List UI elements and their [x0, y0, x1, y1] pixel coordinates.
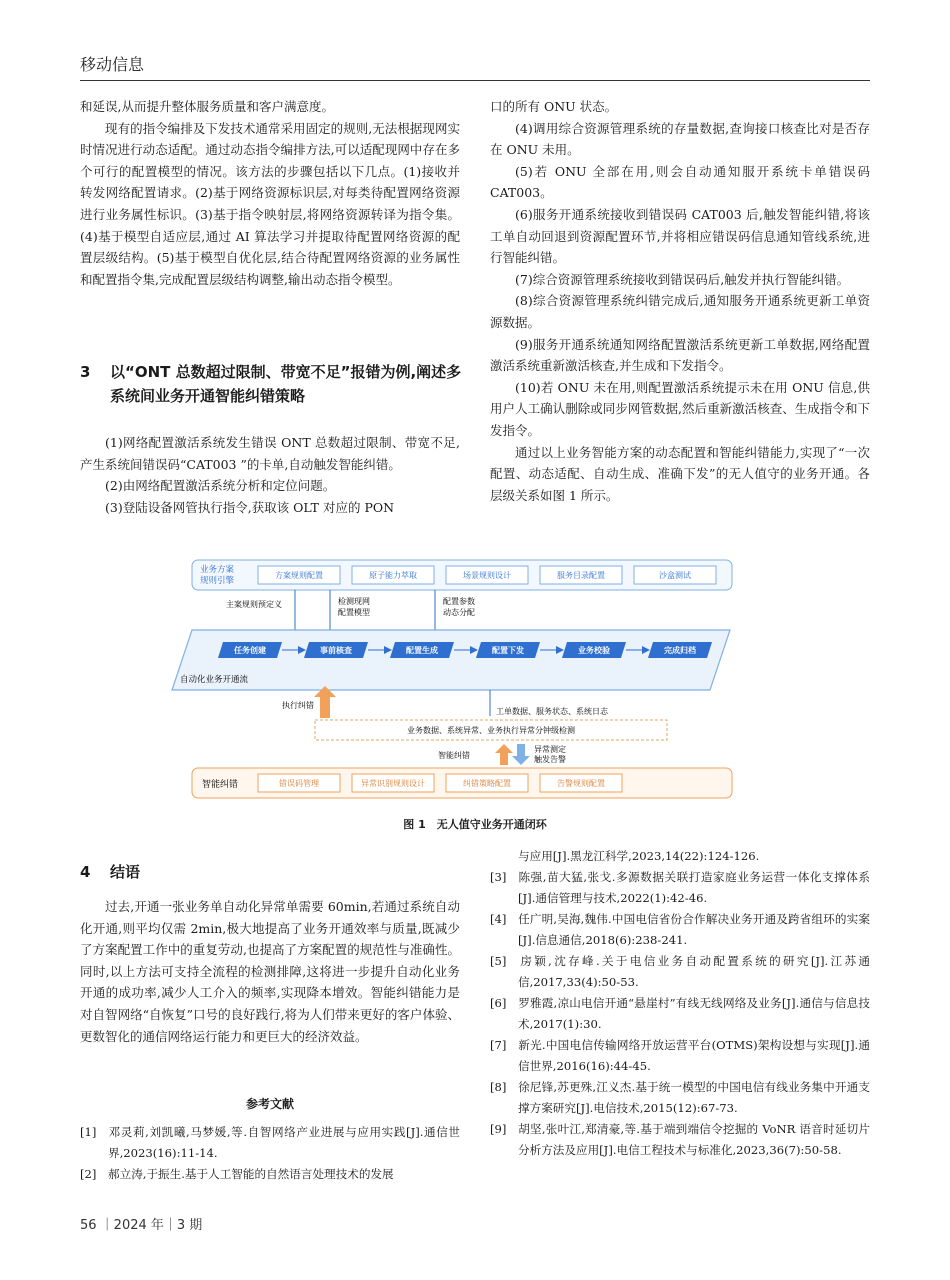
- smart-fix-panel-label: 智能纠错: [202, 780, 239, 790]
- reference-text: 房颖,沈存峰.关于电信业务自动配置系统的研究[J].江苏通信,2017,33(4):50-53.: [518, 954, 870, 989]
- section-number: 4: [80, 863, 91, 881]
- smart-fix-arrow: [495, 744, 513, 765]
- paragraph: (2)由网络配置激活系统分析和定位问题。: [105, 478, 336, 494]
- section-number: 3: [80, 363, 91, 381]
- paragraph: (10)若 ONU 未在用,则配置激活系统提示未在用 ONU 信息,供用户人工确认删除或同步网管数据,然后重新激活核查、生成指令和下发指令。: [490, 379, 870, 438]
- figure-1-diagram: [170, 558, 735, 803]
- smart-fix-box-label: 错误码管理: [279, 779, 319, 788]
- reference-item: [490, 993, 870, 1035]
- arrow-label: 动态分配: [443, 608, 475, 617]
- page-footer: 56 ｜2024 年｜3 期: [80, 1218, 203, 1233]
- paragraph: (4)调用综合资源管理系统的存量数据,查询接口核查比对是否存在 ONU 未用。: [490, 120, 870, 158]
- flow-step-label: 业务校验: [578, 646, 610, 655]
- paragraph: (7)综合资源管理系统接收到错误码后,触发并执行智能纠错。: [515, 271, 850, 287]
- exec-fix-arrow: [314, 686, 336, 718]
- reference-number: [3]: [490, 870, 507, 884]
- reference-item: [490, 1077, 870, 1119]
- reference-number: [5]: [490, 954, 507, 968]
- reference-text: 与应用[J].黑龙江科学,2023,14(22):124-126.: [518, 849, 760, 863]
- reference-number: [8]: [490, 1080, 507, 1094]
- smart-fix-box-label: 异常识别规则设计: [361, 779, 425, 788]
- conclusion: [80, 896, 460, 1047]
- reference-number: [2]: [80, 1167, 97, 1181]
- flow-step-label: 完成归档: [664, 646, 696, 655]
- paragraph: (3)登陆设备网管执行指令,获取该 OLT 对应的 PON: [105, 499, 395, 515]
- reference-text: 新光.中国电信传输网络开放运营平台(OTMS)架构设想与实现[J].通信世界,2016(16):44-45.: [518, 1038, 870, 1073]
- section-title: 结语: [110, 863, 141, 881]
- journal-name: 移动信息: [80, 55, 145, 74]
- rule-engine-box-label: 场景规则设计: [463, 571, 511, 580]
- arrow-label: 主案规则预定义: [226, 600, 282, 609]
- reference-item: [80, 1164, 460, 1185]
- flow-step-label: 配置生成: [406, 646, 438, 655]
- arrow-label: 检测现网: [338, 597, 370, 606]
- rule-engine-box-label: 服务目录配置: [557, 571, 605, 580]
- reference-text: 陈强,苗大猛,张戈.多源数据关联打造家庭业务运营一体化支撑体系[J].通信管理与技术,2022(1):42-46.: [518, 870, 870, 905]
- flow-label: 自动化业务开通流: [180, 675, 249, 685]
- reference-item: [490, 951, 870, 993]
- section-3-heading: [80, 360, 465, 408]
- paragraph: 口的所有 ONU 状态。: [490, 99, 618, 114]
- data-label: 工单数据、服务状态、系统日志: [496, 707, 608, 716]
- reference-number: [6]: [490, 996, 507, 1010]
- reference-text: 徐尼锋,苏更殊,江义杰.基于统一模型的中国电信有线业务集中开通支撑方案研究[J].电信技术,2015(12):67-73.: [518, 1080, 870, 1115]
- arrow-label: 配置模型: [338, 608, 370, 617]
- alarm-arrow: [512, 744, 530, 765]
- exec-fix-label: 执行纠错: [282, 701, 314, 710]
- references-heading: 参考文献: [245, 1097, 294, 1111]
- rule-engine-box-label: 方案规则配置: [275, 571, 323, 580]
- left-column-steps: [80, 432, 460, 518]
- section-4-heading: [80, 860, 140, 884]
- figure-caption: 图 1 无人值守业务开通闭环: [403, 818, 547, 831]
- paragraph: (8)综合资源管理系统纠错完成后,通知服务开通系统更新工单资源数据。: [490, 293, 870, 330]
- references-right: [490, 846, 870, 1161]
- rule-engine-label-b: 规则引擎: [200, 576, 235, 586]
- arrow-label: 配置参数: [443, 597, 475, 606]
- reference-item: [80, 1122, 460, 1164]
- flow-step-label: 任务创建: [234, 646, 266, 655]
- reference-text: 任广明,吴海,魏伟.中国电信省份合作解决业务开通及跨省组环的实案[J].信息通信,2018(6):238-241.: [518, 912, 870, 947]
- reference-number: [4]: [490, 912, 507, 926]
- rule-engine-box-label: 原子能力萃取: [369, 571, 417, 580]
- reference-item: [490, 846, 870, 867]
- reference-text: 邓灵莉,刘凯曦,马梦媛,等.自智网络产业进展与应用实践[J].通信世界,2023(16):11-14.: [108, 1125, 460, 1160]
- paragraph: 过去,开通一张业务单自动化异常单需要 60min,若通过系统自动化开通,则平均仅需 2min,极大地提高了业务开通效率与质量,既减少了方案配置工作中的重复劳动,也提高了方案配置的规范性与准确性。同时,以上方法可支持全流程的检测排障,这将进一步提升自动化业务开通的成功率,减少人工介入的频率,实现降本增效。智能纠错能力是对自智网络“自恢复”口号的良好践行,将为人们带来更好的客户体验、更数智化的通信网络运行能力和更巨大的经济效益。: [80, 899, 460, 1044]
- flow-panel: [172, 630, 730, 690]
- rule-engine-box-label: 沙盒测试: [659, 571, 691, 580]
- paragraph: 现有的指令编排及下发技术通常采用固定的规则,无法根据现网实时情况进行动态适配。通过动态指令编排方法,可以适配现网中存在多个可行的配置模型的情况。该方法的步骤包括以下几点。(1)接收并转发网络配置请求。(2)基于网络资源标识层,对每类待配置网络资源进行业务属性标识。(3)基于指令映射层,将网络资源转译为指令集。(4)基于模型自适应层,通过 AI 算法学习并提取待配置网络资源的配置层级结构。(5)基于模型自优化层,结合待配置网络资源的业务属性和配置指令集,完成配置层级结构调整,输出动态指令模型。: [80, 120, 460, 287]
- reference-text: 胡坚,张叶江,郑清豪,等.基于端到端信令挖掘的 VoNR 语音时延切片分析方法及应用[J].电信工程技术与标准化,2023,36(7):50-58.: [518, 1122, 870, 1157]
- alarm-label: 触发告警: [534, 755, 566, 764]
- header-rule: [80, 80, 870, 81]
- right-column-top: [490, 96, 870, 506]
- detection-label: 业务数据、系统异常、业务执行异常分钟级检测: [407, 726, 575, 735]
- section-title: 以“ONT 总数超过限制、带宽不足”报错为例,阐述多系统间业务开通智能纠错策略: [110, 363, 462, 405]
- paragraph: 和延误,从而提升整体服务质量和客户满意度。: [80, 99, 334, 114]
- reference-number: [1]: [80, 1125, 97, 1139]
- rule-engine-label-a: 业务方案: [200, 565, 235, 575]
- paragraph: (9)服务开通系统通知网络配置激活系统更新工单数据,网络配置激活系统重新激活核查,并生成和下发指令。: [490, 336, 870, 374]
- reference-text: 郝立涛,于振生.基于人工智能的自然语言处理技术的发展: [108, 1167, 394, 1181]
- left-column-top: [80, 96, 460, 290]
- reference-text: 罗雅霞,凉山电信开通“悬崖村”有线无线网络及业务[J].通信与信息技术,2017(1):30.: [518, 996, 870, 1031]
- paragraph: 通过以上业务智能方案的动态配置和智能纠错能力,实现了“一次配置、动态适配、自动生成、准确下发”的无人值守的业务开通。各层级关系如图 1 所示。: [490, 444, 870, 503]
- reference-number: [7]: [490, 1038, 507, 1052]
- reference-item: [490, 1119, 870, 1161]
- references-left: [80, 1122, 460, 1185]
- reference-item: [490, 909, 870, 951]
- paragraph: (5)若 ONU 全部在用,则会自动通知服开系统卡单错误码 CAT003。: [490, 163, 870, 201]
- reference-item: [490, 867, 870, 909]
- flow-step-label: 事前核查: [320, 646, 352, 655]
- paragraph: (6)服务开通系统接收到错误码 CAT003 后,触发智能纠错,将该工单自动回退到资源配置环节,并将相应错误码信息通知管线系统,进行智能纠错。: [490, 206, 870, 266]
- alarm-label: 异常测定: [534, 745, 566, 754]
- smart-fix-box-label: 告警规则配置: [557, 779, 605, 788]
- reference-item: [490, 1035, 870, 1077]
- reference-number: [9]: [490, 1122, 507, 1136]
- smart-fix-box-label: 纠错策略配置: [463, 779, 511, 788]
- flow-step-label: 配置下发: [492, 646, 524, 655]
- smart-fix-label: 智能纠错: [438, 751, 470, 760]
- paragraph: (1)网络配置激活系统发生错误 ONT 总数超过限制、带宽不足,产生系统间错误码“CAT003 ”的卡单,自动触发智能纠错。: [80, 435, 460, 472]
